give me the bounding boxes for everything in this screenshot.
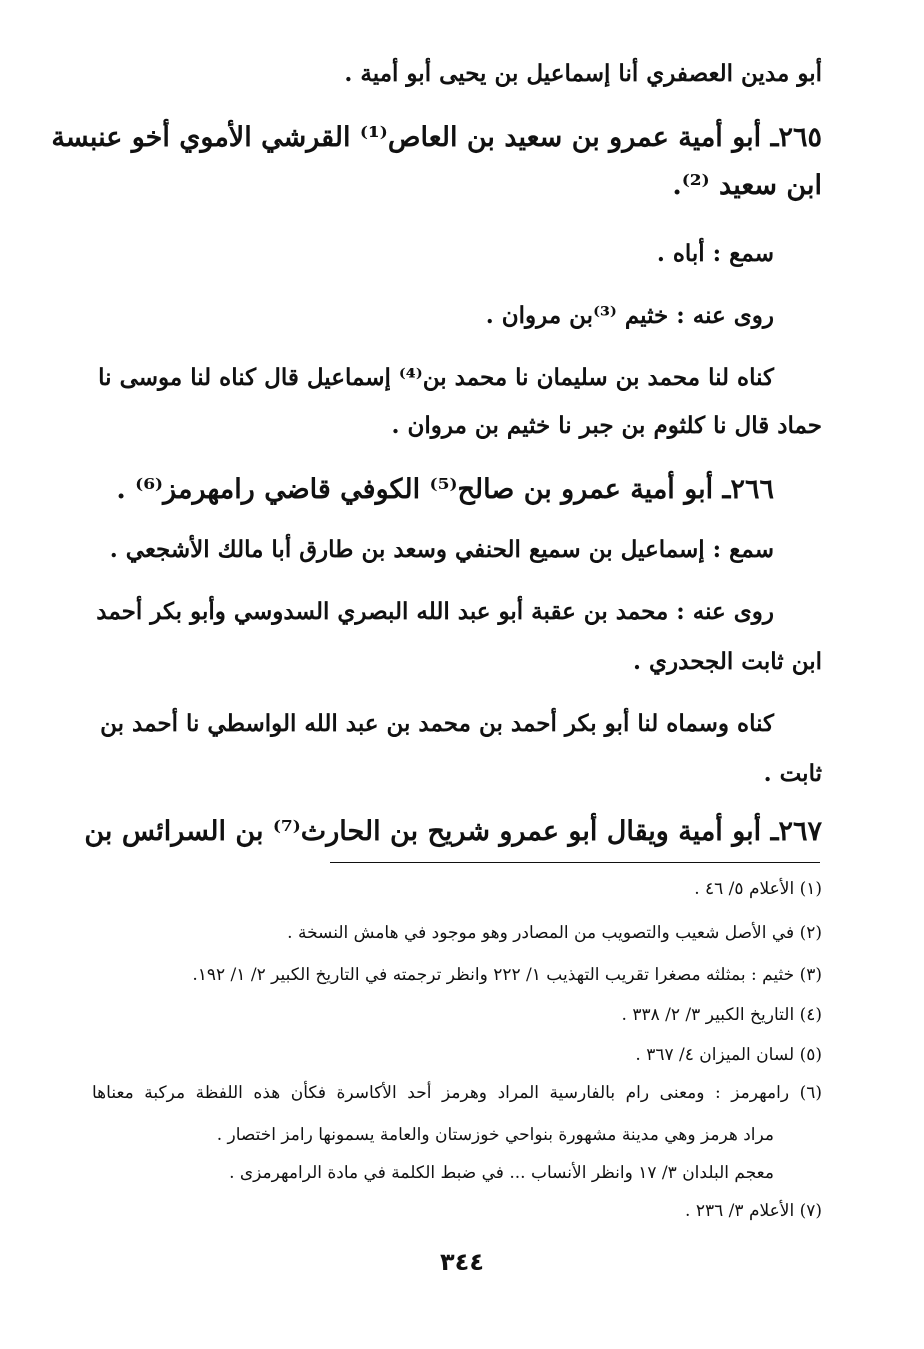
footnote-7: (٧) الأعلام ٣/ ٢٣٦ . bbox=[685, 1201, 822, 1221]
entry-265-heading-cont: ابن سعيد ⁽²⁾. bbox=[672, 170, 822, 201]
entry-266-kunya-cont: ثابت . bbox=[763, 760, 822, 787]
page-number: ٣٤٤ bbox=[440, 1248, 484, 1276]
footnote-3: (٣) خثيم : بمثلثه مصغرا تقريب التهذيب ١/ ٢٢٢ وانظر ترجمته في التاريخ الكبير ٢/ ١/ ١٩٢. bbox=[192, 965, 822, 985]
body-line-1: أبو مدين العصفري أنا إسماعيل بن يحيى أبو أمية . bbox=[344, 60, 822, 87]
footnote-6-cont-2: معجم البلدان ٣/ ١٧ وانظر الأنساب ... في ضبط الكلمة في مادة الرامهرمزى . bbox=[229, 1163, 774, 1183]
footnote-separator bbox=[330, 862, 820, 863]
footnote-6: (٦) رامهرمز : ومعنى رام بالفارسية المراد وهرمز أحد الأكاسرة فكأن هذه اللفظة مركبة معناها bbox=[92, 1083, 822, 1103]
entry-265-kunya: كناه لنا محمد بن سليمان نا محمد بن⁽⁴⁾ إسماعيل قال كناه لنا موسى نا bbox=[98, 364, 774, 391]
entry-265-kunya-cont: حماد قال نا كلثوم بن جبر نا خثيم بن مروان . bbox=[391, 412, 822, 439]
footnote-1: (١) الأعلام ٥/ ٤٦ . bbox=[694, 879, 822, 899]
footnote-2: (٢) في الأصل شعيب والتصويب من المصادر وهو موجود في هامش النسخة . bbox=[287, 923, 822, 943]
footnote-4: (٤) التاريخ الكبير ٣/ ٢/ ٣٣٨ . bbox=[621, 1005, 822, 1025]
entry-266-narrators-cont: ابن ثابت الجحدري . bbox=[633, 648, 822, 675]
footnote-5: (٥) لسان الميزان ٤/ ٣٦٧ . bbox=[635, 1045, 822, 1065]
entry-266-heading: ٢٦٦ـ أبو أمية عمرو بن صالح⁽⁵⁾ الكوفي قاضي رامهرمز⁽⁶⁾ . bbox=[116, 474, 774, 505]
entry-265-heard: سمع : أباه . bbox=[656, 240, 774, 267]
entry-266-kunya: كناه وسماه لنا أبو بكر أحمد بن محمد بن عبد الله الواسطي نا أحمد بن bbox=[100, 710, 774, 737]
footnote-6-cont-1: مراد هرمز وهي مدينة مشهورة بنواحي خوزستان والعامة يسمونها رامز اختصار . bbox=[216, 1125, 774, 1145]
entry-266-heard: سمع : إسماعيل بن سميع الحنفي وسعد بن طارق أبا مالك الأشجعي . bbox=[109, 536, 774, 563]
entry-267-heading: ٢٦٧ـ أبو أمية ويقال أبو عمرو شريح بن الحارث⁽⁷⁾ بن السرائس بن bbox=[84, 816, 822, 847]
entry-265-heading: ٢٦٥ـ أبو أمية عمرو بن سعيد بن العاص⁽¹⁾ القرشي الأموي أخو عنبسة bbox=[51, 122, 822, 153]
entry-265-narrators: روى عنه : خثيم ⁽³⁾بن مروان . bbox=[485, 302, 774, 329]
entry-266-narrators: روى عنه : محمد بن عقبة أبو عبد الله البصري السدوسي وأبو بكر أحمد bbox=[96, 598, 774, 625]
